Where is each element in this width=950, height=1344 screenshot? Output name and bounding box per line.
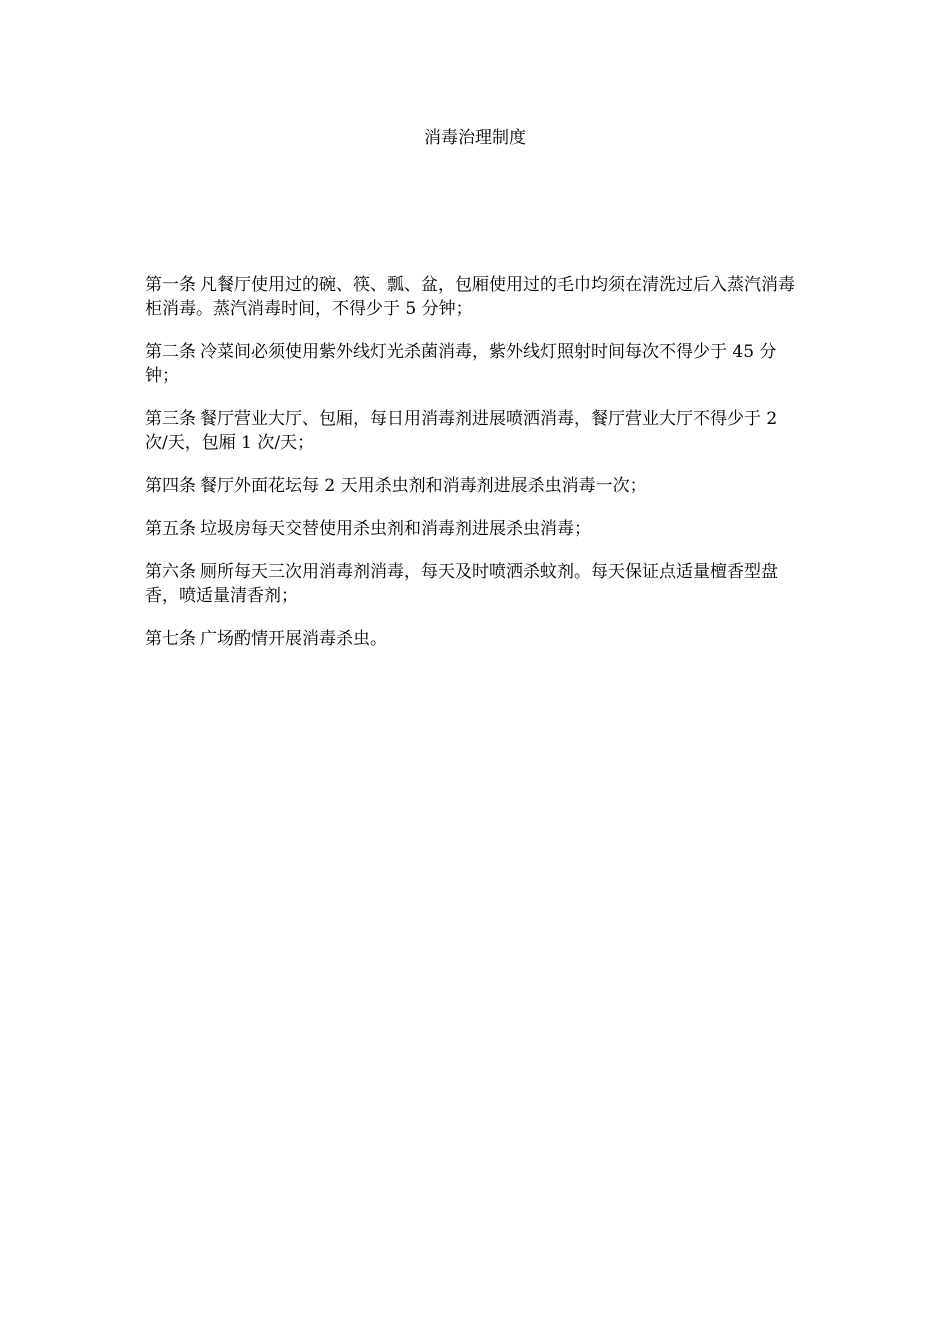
article-text: 餐厅外面花坛每 2 天用杀虫剂和消毒剂进展杀虫消毒一次； — [200, 476, 647, 496]
article-label: 第二条 — [145, 342, 196, 362]
article-3 — [145, 407, 805, 455]
article-label: 第四条 — [145, 476, 196, 496]
article-label: 第一条 — [145, 275, 196, 295]
article-7 — [145, 627, 805, 651]
document-title: 消毒治理制度 — [424, 128, 526, 148]
article-label: 第五条 — [145, 519, 196, 539]
article-5 — [145, 517, 805, 541]
article-text: 广场酌情开展消毒杀虫。 — [200, 629, 387, 649]
article-text: 垃圾房每天交替使用杀虫剂和消毒剂进展杀虫消毒； — [200, 519, 591, 539]
article-text: 餐厅营业大厅、包厢，每日用消毒剂进展喷洒消毒，餐厅营业大厅不得少于 2 次/天，包厢 1 次/天； — [145, 409, 778, 453]
article-2 — [145, 340, 805, 388]
article-4 — [145, 474, 805, 498]
article-text: 冷菜间必须使用紫外线灯光杀菌消毒，紫外线灯照射时间每次不得少于 45 分钟； — [145, 342, 777, 386]
article-list — [145, 273, 805, 670]
article-label: 第七条 — [145, 629, 196, 649]
article-text: 凡餐厅使用过的碗、筷、瓢、盆，包厢使用过的毛巾均须在清洗过后入蒸汽消毒柜消毒。蒸汽消毒时间，不得少于 5 分钟； — [145, 275, 795, 319]
article-label: 第三条 — [145, 409, 196, 429]
article-text: 厕所每天三次用消毒剂消毒，每天及时喷洒杀蚊剂。每天保证点适量檀香型盘香，喷适量清香剂； — [145, 562, 778, 606]
article-6 — [145, 560, 805, 608]
article-label: 第六条 — [145, 562, 196, 582]
article-1 — [145, 273, 805, 321]
